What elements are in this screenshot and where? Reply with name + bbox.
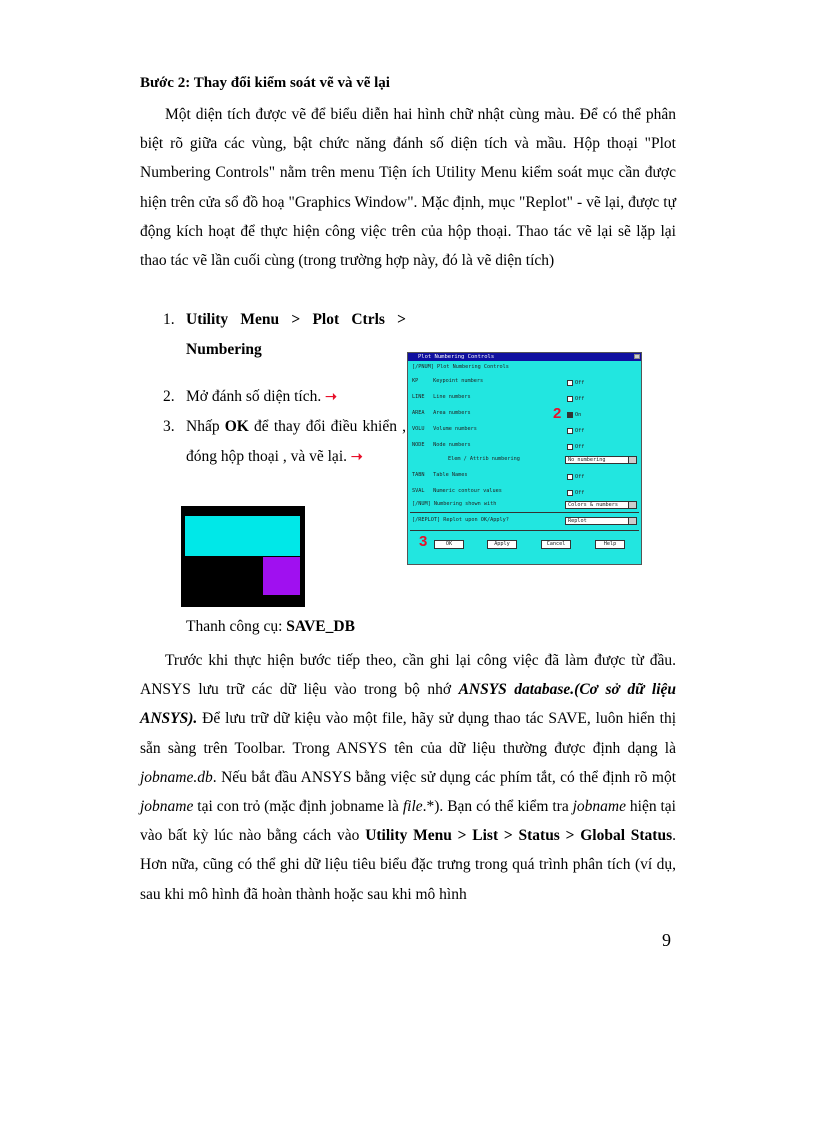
divider <box>410 530 639 531</box>
row-label: Area numbers <box>433 410 471 416</box>
select-value: No numbering <box>568 457 606 463</box>
checkbox-box[interactable] <box>567 380 573 386</box>
text-run: jobname.db <box>140 768 213 786</box>
magenta-area <box>263 557 300 595</box>
caption-value: SAVE_DB <box>286 618 355 635</box>
checkbox-box[interactable] <box>567 474 573 480</box>
row-sval <box>412 487 502 495</box>
row-area <box>412 409 471 417</box>
text-run: hiện tại vào bất kỳ lúc nào bằng cách vào <box>140 798 676 845</box>
checkbox-box[interactable] <box>567 490 573 496</box>
red-arrow-icon: ➝ <box>325 390 337 405</box>
row-line <box>412 393 471 401</box>
checkbox-label: Off <box>575 444 585 450</box>
checkbox-label: Off <box>575 428 585 434</box>
text-run: ANSYS database.(Cơ sở dữ liệu ANSYS). <box>140 681 676 728</box>
checkbox-node[interactable] <box>567 443 584 451</box>
numbering-shown-select[interactable] <box>565 501 637 509</box>
row-num <box>412 500 496 508</box>
row-elem <box>448 455 520 463</box>
checkbox-label: On <box>575 412 582 418</box>
step-number: 1. <box>163 311 175 328</box>
cancel-button[interactable]: Cancel <box>541 540 571 549</box>
step-text-c: để thay đổi điều khiển , đóng hộp thoại , và vẽ lại. <box>186 418 406 465</box>
step-text-ok: OK <box>224 418 249 435</box>
elem-numbering-select[interactable] <box>565 456 637 464</box>
row-tabn <box>412 471 467 479</box>
text-run: Trước khi thực hiện bước tiếp theo, cần ghi lại công việc đã làm được từ đầu. ANSYS lưu trữ các dữ liệu vào trong bộ nhớ <box>140 652 676 699</box>
checkbox-box[interactable] <box>567 396 573 402</box>
row-label: Replot upon OK/Apply? <box>443 517 509 523</box>
checkbox-volu[interactable] <box>567 427 584 435</box>
step-text <box>186 382 406 413</box>
text-run: Để lưu trữ dữ kiệu vào một file, hãy sử dụng thao tác SAVE, luôn hiển thị sẵn sàng trên Toolbar. Trong ANSYS tên của dữ liệu thường được định dạng là <box>140 710 676 757</box>
text-run: file <box>402 798 423 816</box>
row-label: Node numbers <box>433 442 471 448</box>
row-label: Table Names <box>433 472 468 478</box>
row-cmd: VOLU <box>412 426 425 432</box>
checkbox-label: Off <box>575 490 585 496</box>
text-run: jobname <box>140 798 194 816</box>
row-label: Keypoint numbers <box>433 378 484 384</box>
step-text: Utility Menu > Plot Ctrls > Numbering <box>186 311 406 358</box>
checkbox-label: Off <box>575 380 585 386</box>
ok-button[interactable]: OK <box>434 540 464 549</box>
red-arrow-icon: ➝ <box>350 450 363 465</box>
checkbox-label: Off <box>575 396 585 402</box>
cyan-area <box>185 516 300 556</box>
chevron-down-icon[interactable] <box>628 502 636 508</box>
step-number: 3. <box>163 418 175 435</box>
step-number: 2. <box>163 388 175 405</box>
row-kp <box>412 377 483 385</box>
row-cmd: [/REPLOT] <box>412 517 441 523</box>
dialog-header: [/PNUM] Plot Numbering Controls <box>412 364 509 370</box>
divider <box>410 512 639 513</box>
row-cmd: KP <box>412 378 419 384</box>
step-text <box>186 412 406 473</box>
row-label: Numbering shown with <box>433 501 497 507</box>
row-cmd: LINE <box>412 394 425 400</box>
checkbox-line[interactable] <box>567 395 584 403</box>
text-run: . Nếu bắt đầu ANSYS bằng việc sử dụng các phím tắt, có thể định rõ một <box>212 768 676 786</box>
row-cmd: [/NUM] <box>412 501 431 507</box>
checkbox-box[interactable] <box>567 412 573 418</box>
row-label: Line numbers <box>433 394 471 400</box>
select-value: Replot <box>568 518 587 524</box>
text-run: Utility Menu > List > Status > Global Status <box>365 827 673 845</box>
chevron-down-icon[interactable] <box>628 457 636 463</box>
checkbox-label: Off <box>575 474 585 480</box>
row-cmd: NODE <box>412 442 425 448</box>
step-text-a: Nhấp <box>186 418 225 435</box>
text-run: tại con trỏ (mặc định jobname là <box>193 798 403 816</box>
intro-paragraph <box>140 100 676 275</box>
row-cmd: SVAL <box>412 488 425 494</box>
checkbox-kp[interactable] <box>567 379 584 387</box>
text-run: jobname <box>572 798 626 816</box>
chevron-down-icon[interactable] <box>628 518 636 524</box>
step-marker-2: 2 <box>553 405 562 422</box>
checkbox-box[interactable] <box>567 428 573 434</box>
intro-text: Một diện tích được vẽ để biểu diễn hai hình chữ nhật cùng màu. Để có thể phân biệt rõ giữa các vùng, bật chức năng đánh số diện tích và mầu. Hộp thoại "Plot Numbering Controls" nằm trên menu Tiện ích Utility Menu kiểm soát mục cần được hiện trên cửa sổ đồ hoạ "Graphics Window". Mặc định, mục "Replot" - vẽ lại, được tự động kích hoạt để thực hiện công việc trên của hộp thoại. Thao tác vẽ lại sẽ lặp lại thao tác vẽ lần cuối cùng (trong trường hợp này, đó là vẽ diện tích) <box>140 106 676 270</box>
row-volu <box>412 425 477 433</box>
help-button[interactable]: Help <box>595 540 625 549</box>
row-node <box>412 441 471 449</box>
dialog-title: Plot Numbering Controls <box>408 353 641 361</box>
body-text <box>140 646 676 909</box>
step-text-content: Mở đánh số diện tích. <box>186 388 322 405</box>
area-plot-image <box>181 506 305 607</box>
text-run: .*). Bạn có thể kiểm tra <box>422 798 573 816</box>
checkbox-sval[interactable] <box>567 489 584 497</box>
row-label: Volume numbers <box>433 426 477 432</box>
close-icon[interactable] <box>634 354 640 359</box>
section-heading: Bước 2: Thay đổi kiểm soát vẽ và vẽ lại <box>140 75 390 91</box>
page-number: 9 <box>662 930 671 950</box>
row-cmd: TABN <box>412 472 425 478</box>
replot-select[interactable] <box>565 517 637 525</box>
checkbox-box[interactable] <box>567 444 573 450</box>
row-replot <box>412 516 509 524</box>
body-paragraph <box>140 646 676 909</box>
apply-button[interactable]: Apply <box>487 540 517 549</box>
row-cmd: AREA <box>412 410 425 416</box>
checkbox-tabn[interactable] <box>567 473 584 481</box>
row-label: Numeric contour values <box>433 488 502 494</box>
toolbar-caption <box>186 618 355 636</box>
select-value: Colors & numbers <box>568 502 618 508</box>
plot-numbering-dialog <box>407 352 642 565</box>
checkbox-area[interactable] <box>567 411 581 419</box>
text-run: . Hơn nữa, cũng có thể ghi dữ liệu tiêu biểu đặc trưng trong quá trình phân tích (ví dụ, sau khi mô hình đã hoàn thành hoặc sau khi mô hình <box>140 827 676 903</box>
step-marker-3: 3 <box>419 533 428 550</box>
caption-label: Thanh công cụ: <box>186 618 287 635</box>
row-label: Elem / Attrib numbering <box>448 456 520 462</box>
